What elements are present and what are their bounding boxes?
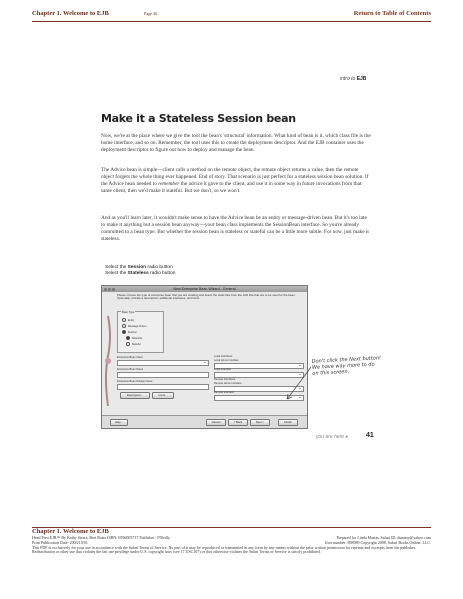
remote-interfaces-label: Remote Interfaces xyxy=(214,378,236,381)
caption-keyword: Session xyxy=(127,265,147,270)
display-name-input[interactable] xyxy=(117,384,209,390)
finish-button[interactable]: Finish xyxy=(278,419,298,426)
caption-session: Select the Session radio button xyxy=(105,265,173,270)
paragraph-2-b: the advice it gave to the client, and use it in some way in future invocations from that same client, then we'd make it stateful. But we don't, so we won't. xyxy=(101,181,362,195)
bean-type-label: Bean Type xyxy=(122,310,135,314)
description-button[interactable]: Description... xyxy=(120,392,150,399)
chevron-down-icon xyxy=(203,361,207,364)
icons-button[interactable]: Icons... xyxy=(152,392,174,399)
handwritten-note: Don't click the Next button! We have way more to do on this screen. xyxy=(311,355,382,378)
local-interfaces-label: Local Interfaces xyxy=(214,355,233,358)
section-title: Make it a Stateless Session bean xyxy=(101,112,296,125)
wizard-instructions: Please choose the type of enterprise bean that you are creating and select the class files from the JAR File that are to be used for the bean. Optionally, provide a description, additional interfaces, and icons. xyxy=(117,293,296,301)
paragraph-2-a: The Advice bean is simple—client calls a method on the remote object, the remote object returns a value, then the remote object forgets the whole thing ever happened. End of story. That scenario is just perfect for a stateless session bean solution. If the Advice bean needed to xyxy=(101,167,369,188)
header-rule xyxy=(32,21,431,22)
field-label-local: Local Interface xyxy=(214,368,232,371)
running-head-bold: EJB xyxy=(356,76,367,82)
cancel-button[interactable]: Cancel xyxy=(206,419,226,426)
page-footer xyxy=(32,528,431,555)
running-head-italic: intro to xyxy=(340,76,356,82)
wizard-title-bar xyxy=(102,286,307,292)
header-chapter: Chapter 1. Welcome to EJB xyxy=(32,10,109,17)
paragraph-2 xyxy=(101,167,372,195)
footer-legal: This PDF is exclusively for your use in accordance with the Safari Terms of Service. No part of it may be reproduced or transmitted in any form by any means without the prior written permission for reprints and excerpts from the publisher. Redistribution or other use that violates the fair use privilege under U.S. copyright laws (see 17 USC107) or that otherwise violates the Safari Terms of Service is strictly prohibited. xyxy=(32,544,416,555)
wizard-screenshot xyxy=(101,285,308,429)
wizard-title: New Enterprise Bean Wizard - General xyxy=(173,287,236,291)
footer-user-number: User number: 898989 Copyright 2008, Safari Books Online, LLC. xyxy=(324,539,431,545)
bean-class-select[interactable] xyxy=(117,360,209,366)
next-button[interactable]: Next > xyxy=(250,419,270,426)
field-label-display-name: Enterprise Bean Display Name xyxy=(117,380,153,383)
header-page-number: Page 46 xyxy=(144,11,158,16)
screenshot-captions xyxy=(105,265,175,277)
field-label-remote: Remote Interface xyxy=(214,391,234,394)
note-arrow-icon xyxy=(283,365,313,405)
field-label-remote-home: Remote Home Interface xyxy=(214,382,242,385)
paragraph-2-emphasis: remember xyxy=(158,181,180,188)
radio-stateful[interactable]: Stateful xyxy=(126,342,140,346)
radio-session[interactable]: Session xyxy=(122,330,137,334)
you-are-here: you are here ▸ xyxy=(316,434,348,440)
back-button[interactable]: < Back xyxy=(228,419,248,426)
caption-keyword: Stateless xyxy=(127,271,149,277)
paragraph-3: And as you'll learn later, it wouldn't make sense to have the Advice bean be an entity or message-driven bean. But it's too late to make it anything but a session bean anyway—your bean class implements the SessionBean interface. So you're already committed to a bean type. But whether the session bean is stateless or stateful can be a little more subtle. For now, just make it stateless. xyxy=(101,215,369,243)
footer-pub-date: Print Publication Date: 2003/10/01 xyxy=(32,539,88,545)
bean-name-input[interactable] xyxy=(117,372,209,378)
radio-stateless[interactable]: Stateless xyxy=(126,336,142,340)
footer-chapter: Chapter 1. Welcome to EJB xyxy=(32,528,109,535)
footer-book-info: Head First EJB™ By Kathy Sierra, Bert Bates ISBN: 0596005717 Publisher: O'Reilly xyxy=(32,535,170,540)
field-label-bean-name: Enterprise Bean Name xyxy=(117,368,144,371)
bean-type-group xyxy=(117,311,164,353)
window-controls xyxy=(104,287,116,290)
help-button[interactable]: Help... xyxy=(110,419,128,426)
return-to-toc-link[interactable]: Return to Table of Contents xyxy=(353,10,431,17)
radio-entity[interactable]: Entity xyxy=(122,318,134,322)
caption-stateless: Select the Stateless radio button xyxy=(105,271,176,277)
field-label-bean-class: Enterprise Bean Class xyxy=(117,356,143,359)
page-number: 41 xyxy=(366,432,374,439)
wizard-button-row xyxy=(102,415,307,428)
running-head xyxy=(340,76,366,82)
wizard-decoration-icon xyxy=(102,316,114,406)
footer-prepared-for: Prepared for Linda Martin, Safari ID: dummy@yahoo.com xyxy=(336,535,431,540)
radio-message-driven[interactable]: Message-Driven xyxy=(122,324,147,328)
page-header xyxy=(32,0,431,28)
paragraph-1: Now, we're at the place where we give the tool the bean's 'structural' information. What kind of bean is it, which class file is the home interface, and so on. Remember, the tool uses this to create the deployment descriptor. And the EJB container uses the deployment descriptor to figure out how to deploy and manage the bean. xyxy=(101,133,371,154)
field-label-local-home: Local Home Interface xyxy=(214,359,239,362)
